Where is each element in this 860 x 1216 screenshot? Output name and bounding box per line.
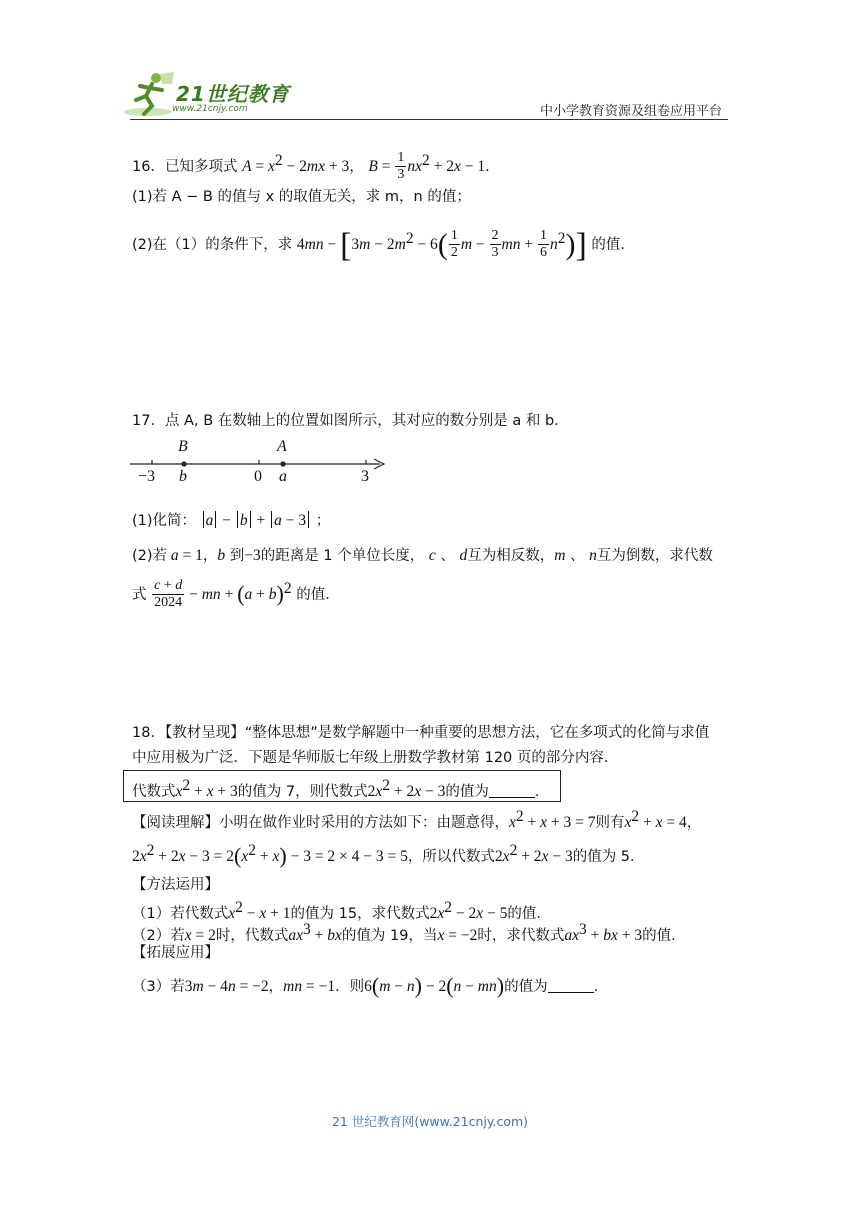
header-rule	[130, 119, 728, 120]
method-item-2: （2）若x = 2时，代数式$ax^3$ + bx的值为 19，当x = −2时，求代数式$ax^3$ + bx + 3的值．	[132, 921, 686, 944]
q17-part2-line1: (2)若 a = 1，b 到−3的距离是 1 个单位长度， c 、 d互为相反数，m 、 n互为倒数，求代数	[132, 547, 713, 564]
point-label-b-upper: B	[178, 438, 188, 455]
tick-0: 0	[254, 468, 262, 485]
extension-item-3: （3）若3m − 4n = −2，mn = −1．则6(m − n) − 2(n − mn)的值为 ．	[132, 973, 609, 998]
point-label-a-upper: A	[277, 438, 287, 455]
logo-url: www.21cnjy.com	[172, 104, 248, 114]
q18-reading-2: $2x^2 + 2x - 3 = 2(x^2 + x) - 3 = 2 \times 4 - 3 = 5$，所以代数式$2x^2 + 2x - 3$的值为 5．	[132, 842, 645, 868]
number-line	[128, 438, 398, 488]
q17-part2-line2: 式 $\frac{c + d}{2024}$ − mn + $(a + b)^2$ 的值．	[132, 578, 340, 611]
answer-blank-1[interactable]	[489, 783, 535, 798]
q18-line1: 18．【教材呈现】“整体思想”是数学解题中一种重要的思想方法，它在多项式的化简与求值	[132, 725, 710, 741]
tick-3: 3	[361, 468, 369, 485]
footer-text: 21 世纪教育网(www.21cnjy.com)	[331, 1114, 529, 1129]
textbook-box-text: 代数式$x^2 + x + 3$的值为 7，则代数式$2x^2 + 2x - 3$的值为 ．	[132, 777, 550, 800]
q18-reading-1: 【阅读理解】小明在做作业时采用的方法如下：由题意得，$x^2 + x + 3 = 7$则有$x^2 + x = 4$，	[132, 808, 702, 831]
header-platform: 中小学教育资源及组卷应用平台	[540, 104, 723, 119]
q17-part1: (1)化简： a − b + a − 3 ；	[132, 512, 331, 529]
q16-part2: (2)在（1）的条件下，求 $4mn - [3m - 2m^2 - 6$( $\frac{1}{2}$ m − $\frac{2}{3}$ mn + $\frac{1}{6}$ $n^2$)] 的值．	[132, 226, 635, 264]
header-logo	[122, 70, 292, 120]
q16-stem: 16．已知多项式 $A = x^2 - 2mx + 3$， B = $\frac{1}{3}$ $nx^2 + 2x - 1$．	[132, 150, 500, 183]
method-title: 【方法运用】	[132, 877, 219, 893]
method-item-1: （1）若代数式$x^2 - x + 1$的值为 15，求代数式$2x^2 - 2x - 5$的值．	[132, 899, 551, 922]
tick-neg3: −3	[138, 468, 156, 485]
extension-title: 【拓展应用】	[132, 945, 219, 961]
q17-stem: 17．点 A, B 在数轴上的位置如图所示，其对应的数分别是 a 和 b．	[132, 413, 569, 429]
tick-a: a	[279, 468, 287, 485]
q18-line2: 中应用极为广泛．下题是华师版七年级上册数学教材第 120 页的部分内容．	[132, 750, 619, 766]
answer-blank-2[interactable]	[548, 978, 594, 993]
logo-text: 21世纪教育	[176, 82, 290, 106]
q16-part1: (1)若 A − B 的值与 x 的取值无关，求 m，n 的值；	[132, 189, 471, 205]
tick-b: b	[179, 468, 187, 485]
